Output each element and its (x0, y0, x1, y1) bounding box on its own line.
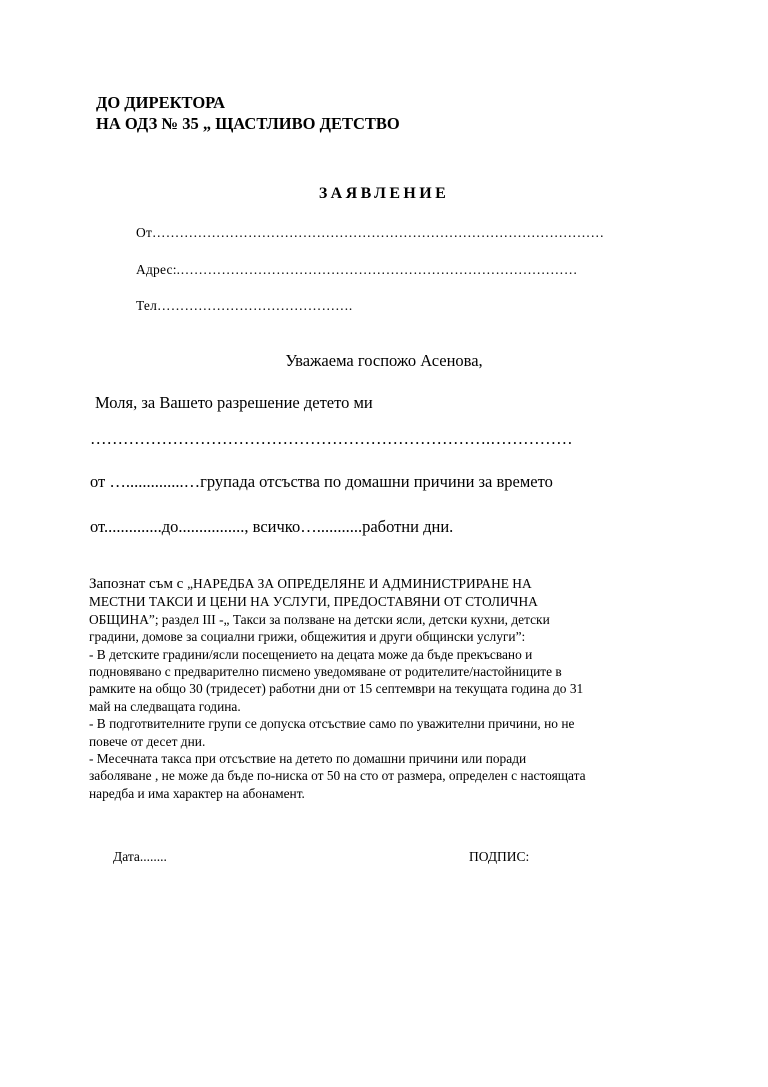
signature-field: ПОДПИС: (469, 849, 530, 864)
addressee-line-2: НА ОДЗ № 35 „ ЩАСТЛИВО ДЕТСТВО (96, 114, 400, 133)
notice-lead: Запознат съм с (89, 576, 188, 592)
notice-line: май на следващата година. (89, 698, 241, 714)
notice-line: - Месечната такса при отсъствие на детето по домашни причини или поради (89, 751, 527, 767)
address-field: Адрес:.…………………………………………………………………………… (136, 262, 578, 277)
addressee-line-1: ДО ДИРЕКТОРА (96, 93, 226, 112)
salutation: Уважаема госпожо Асенова, (285, 351, 483, 370)
notice-line: - В подготвителните групи се допуска отсъствие само по уважителни причини, но не (89, 716, 575, 732)
request-line-1: Моля, за Вашето разрешение детето ми (95, 393, 373, 412)
notice-line: рамките на общо 30 (тридесет) работни дни от 15 септември на текущата година до 31 (89, 681, 584, 697)
document-title: ЗАЯВЛЕНИЕ (318, 185, 450, 202)
request-line-4: от..............до................, всичко…...........работни дни. (90, 517, 454, 536)
notice-line: ОБЩИНА”; раздел III -„ Такси за ползване на детски ясли, детски кухни, детски (89, 611, 550, 627)
notice-line: - В детските градини/ясли посещението на децата може да бъде прекъсвано и (89, 646, 533, 662)
notice-line (89, 575, 689, 593)
date-field: Дата........ (113, 849, 167, 864)
notice-line: градини, домове за социални грижи, общежития и други общински услуги”: (89, 629, 526, 645)
from-field: От……………………………………………………………………………………… (136, 225, 605, 240)
request-line-2: ……………………………………………………………….…………… (90, 429, 573, 448)
notice-line: МЕСТНИ ТАКСИ И ЦЕНИ НА УСЛУГИ, ПРЕДОСТАВЯНИ ОТ СТОЛИЧНА (89, 594, 538, 610)
notice-regulation-title: „НАРЕДБА ЗА ОПРЕДЕЛЯНЕ И АДМИНИСТРИРАНЕ НА (187, 576, 532, 591)
phone-field: Тел……………………………………. (136, 298, 353, 313)
notice-line: заболяване , не може да бъде по-ниска от 50 на сто от размера, определен с настоящата (89, 768, 586, 784)
notice-line: подновявано с предварително писмено уведомяване от родителите/настойниците в (89, 664, 562, 680)
notice-line: повече от десет дни. (89, 733, 206, 749)
notice-line: наредба и има характер на абонамент. (89, 785, 305, 801)
request-line-3: от …..............…групада отсъства по домашни причини за времето (90, 472, 553, 491)
regulation-notice (89, 575, 689, 802)
